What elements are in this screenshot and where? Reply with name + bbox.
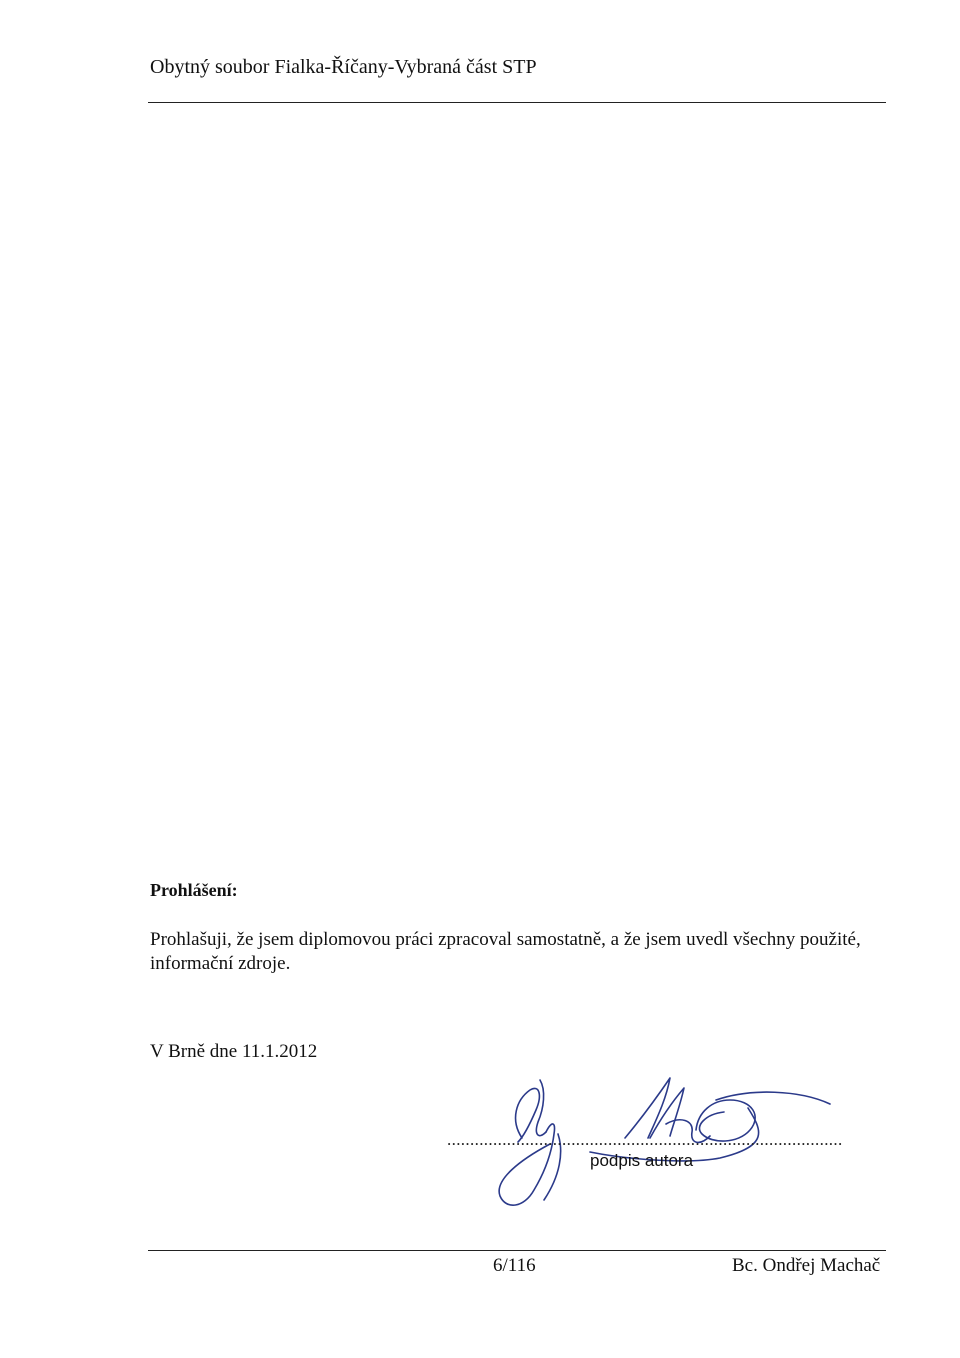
declaration-heading: Prohlášení: (150, 880, 238, 900)
document-header-title: Obytný soubor Fialka-Říčany-Vybraná část STP (150, 56, 537, 78)
signature-label: podpis autora (590, 1151, 694, 1170)
page-number: 6/116 (493, 1255, 536, 1276)
declaration-text: Prohlašuji, že jsem diplomovou práci zpracoval samostatně, a že jsem uvedl všechny použité, informační zdroje. (150, 929, 861, 974)
author-name: Bc. Ondřej Machač (732, 1255, 881, 1276)
place-date: V Brně dne 11.1.2012 (150, 1041, 318, 1062)
header-divider (148, 102, 886, 103)
signature-dotted-line: ...................................................................................... (447, 1130, 843, 1149)
footer-divider (148, 1250, 886, 1251)
